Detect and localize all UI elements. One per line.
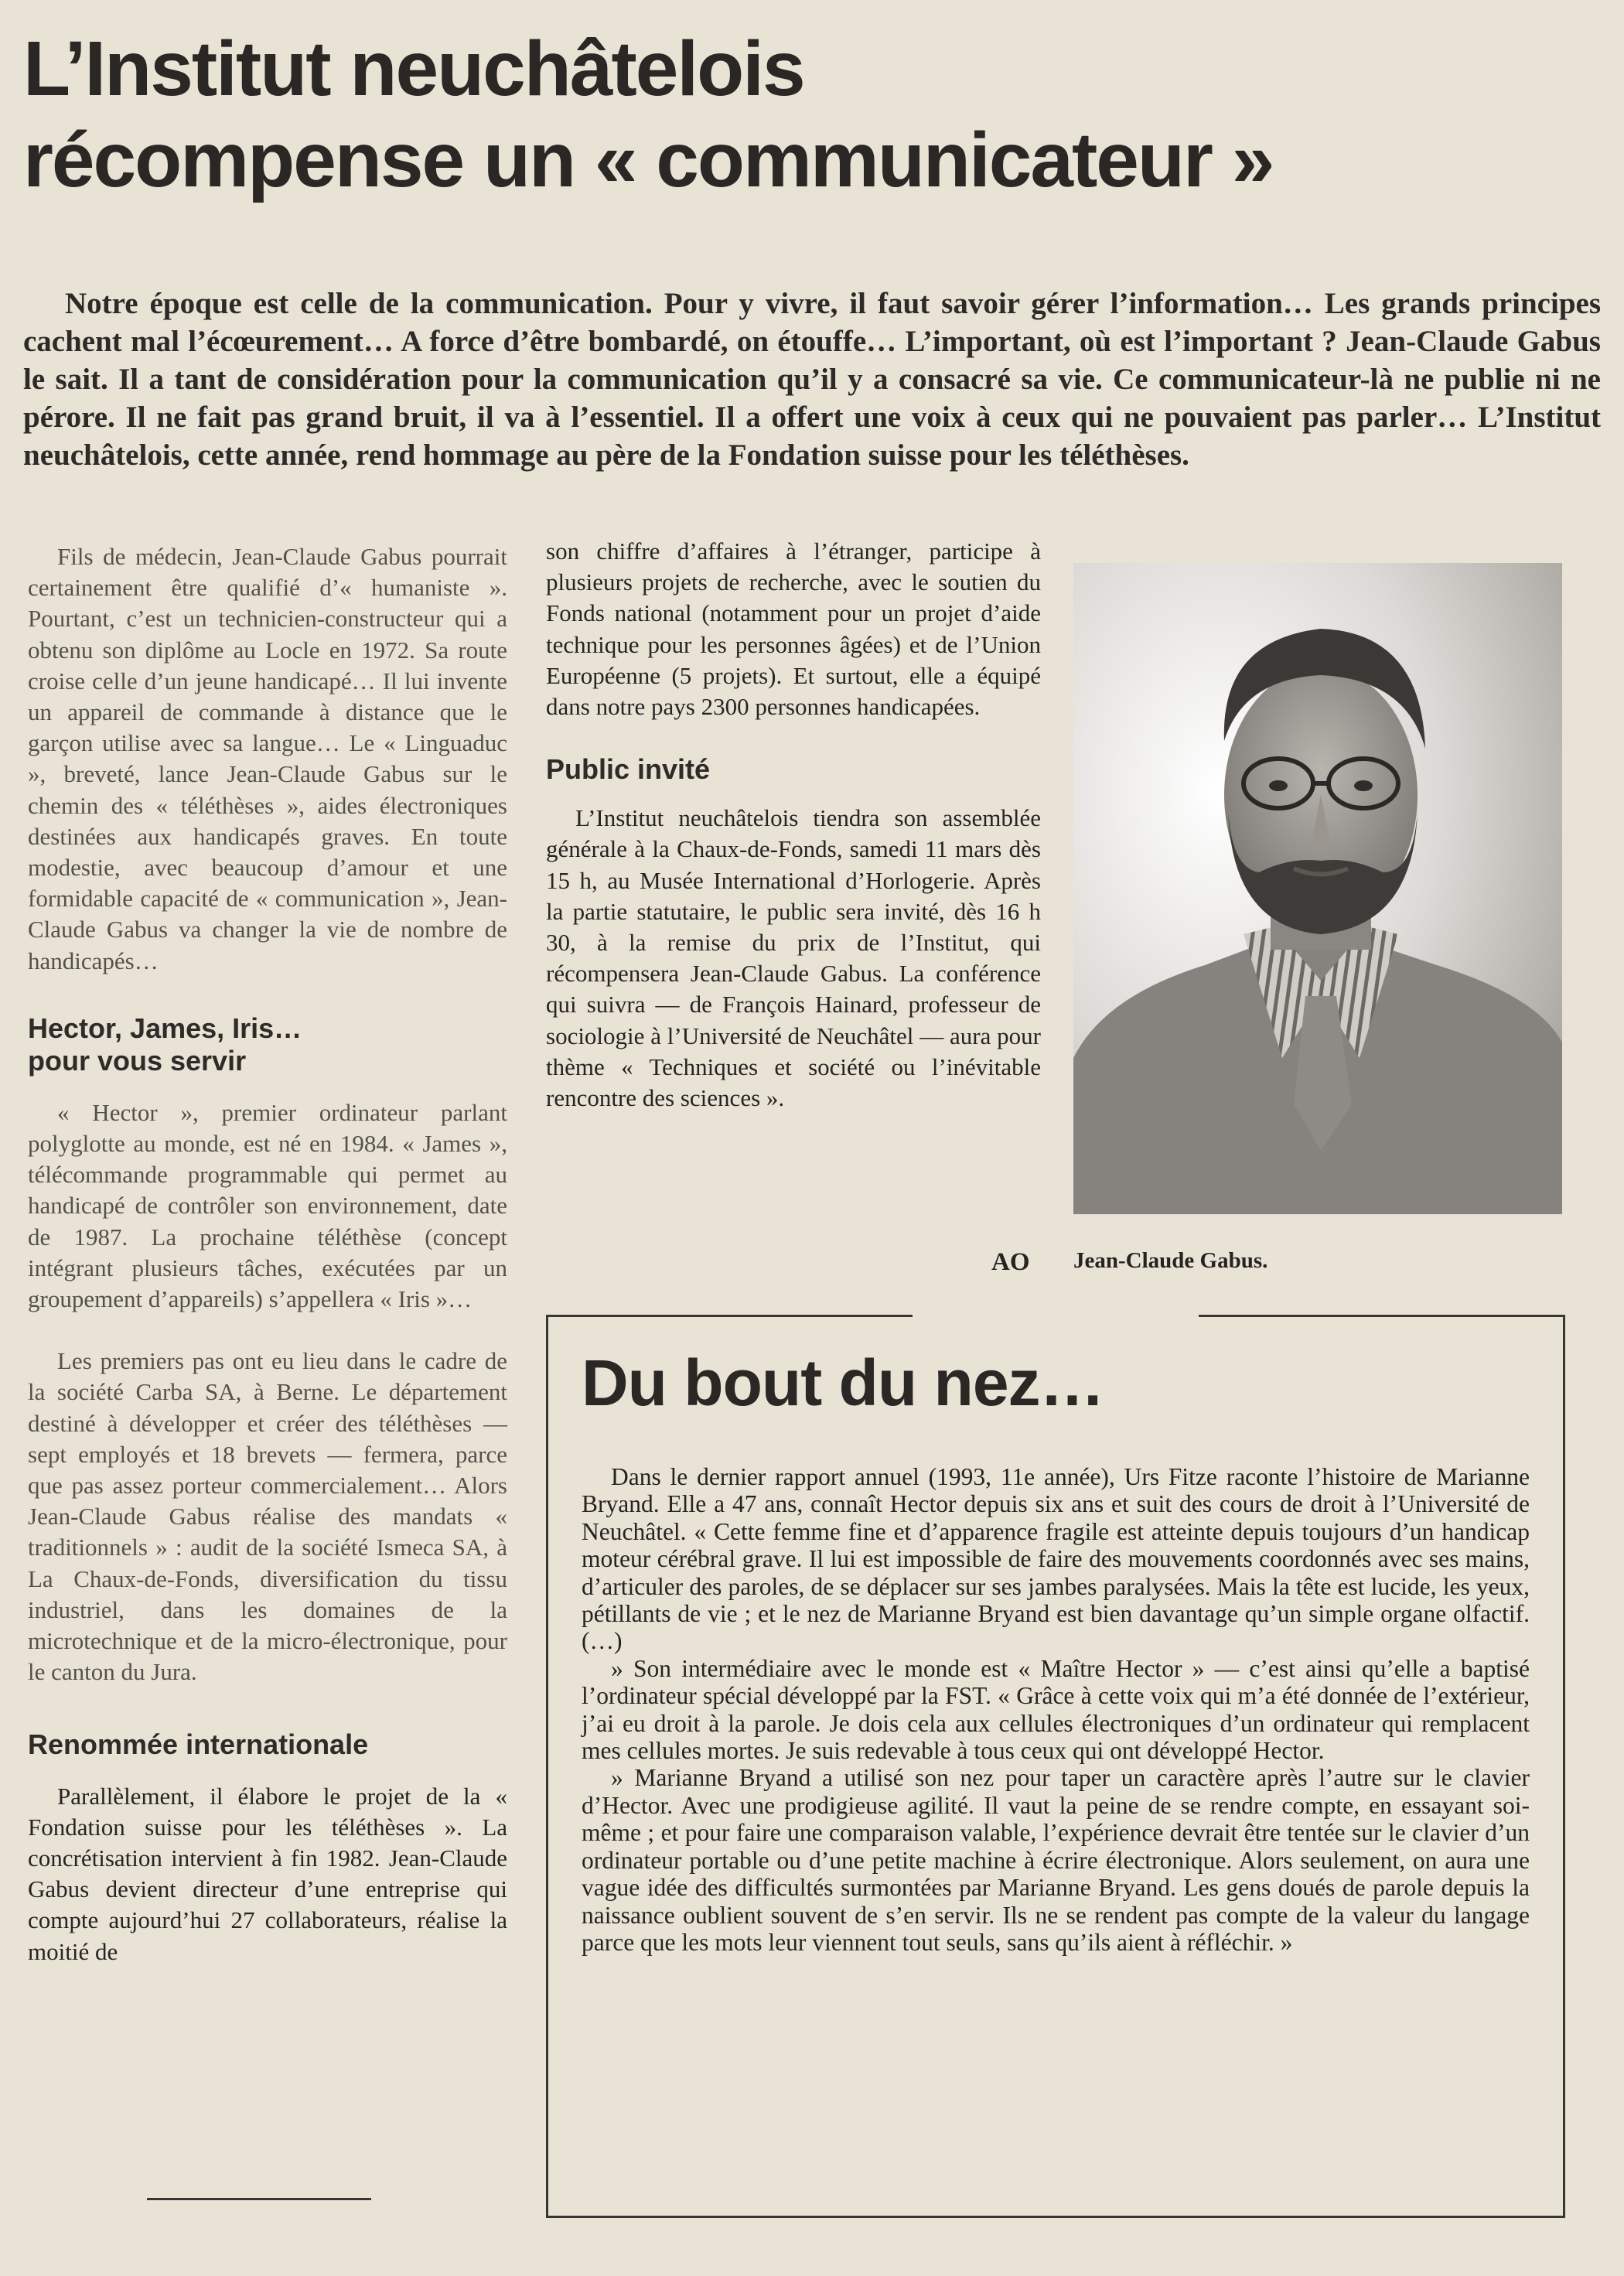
article-column-2 [546, 536, 1041, 1114]
subhead-hector-line-1: Hector, James, Iris… [28, 1012, 302, 1044]
box-para-2: » Son intermédiaire avec le monde est « Maître Hector » — c’est ainsi qu’elle a baptisé l’ordinateur spécial développé par la FST. « Grâce à cette voix qui m’a été donnée de l’extérieur, j’ai eu droit à la parole. Je dois cela aux cellules électroniques d’un ordinateur qui remplacent mes cellules mortes. Je suis redevable à tous ceux qui ont développé Hector. [582, 1654, 1530, 1765]
column1-para-3: Les premiers pas ont eu lieu dans le cadre de la société Carba SA, à Berne. Le département destiné à développer et créer des téléthèses — sept employés et 18 brevets — fermera, parce que pas assez porteur commercialement… Alors Jean-Claude Gabus réalise des mandats « traditionnels » : audit de la société Ismeca SA, à La Chaux-de-Fonds, diversification du tissu industriel, dans les domaines de la microtechnique et de la micro-électronique, pour le canton du Jura. [28, 1347, 507, 1686]
box-frame-gap [913, 1309, 1199, 1322]
subhead-renommee: Renommée internationale [28, 1728, 369, 1760]
column2-para-2: L’Institut neuchâtelois tiendra son assemblée générale à la Chaux-de-Fonds, samedi 11 mars dès 15 h, au Musée International d’Horlogerie. Après la partie statutaire, le public sera invité, dès 16 h 30, à la remise du prix de l’Institut, qui récompensera Jean-Claude Gabus. La conférence qui suivra — de François Hainard, professeur de sociologie à l’Université de Neuchâtel — aura pour thème « Techniques et société ou l’inévitable rencontre des sciences ». [546, 804, 1041, 1112]
portrait-photo [1073, 563, 1562, 1214]
article-column-1 [28, 541, 507, 1967]
box-title: Du bout du nez… [582, 1346, 1104, 1419]
box-para-1: Dans le dernier rapport annuel (1993, 11e année), Urs Fitze raconte l’histoire de Marianne Bryand. Elle a 47 ans, connaît Hector depuis six ans et suit des cours de droit à l’Université de Neuchâtel. « Cette femme fine et d’apparence fragile est atteinte depuis toujours d’un handicap moteur cérébral grave. Il lui est impossible de faire des mouvements coordonnés avec ses mains, d’articuler des paroles, de se déplacer sur ses jambes paralysées. Mais la tête est lucide, les yeux, pétillants de vie ; et le nez de Marianne Bryand est bien davantage qu’un simple organe olfactif. (…) [582, 1463, 1530, 1655]
column2-para-1: son chiffre d’affaires à l’étranger, participe à plusieurs projets de recherche, avec le soutien du Fonds national (notamment pour un projet d’aide technique pour les personnes âgées) et de l’Union Européenne (5 projets). Et surtout, elle a équipé dans notre pays 2300 personnes handicapées. [546, 537, 1041, 721]
column1-intro: Fils de médecin, Jean-Claude Gabus pourrait certainement être qualifié d’« humaniste ». Pourtant, c’est un technicien-constructeur qui a obtenu son diplôme au Locle en 1972. Sa route croise celle d’un jeune handicapé… Il lui invente un appareil de commande à distance que le garçon utilise avec sa langue… Le « Linguaduc », breveté, lance Jean-Claude Gabus sur le chemin des « téléthèses », aides électroniques destinées aux handicapés graves. En toute modestie, avec beaucoup d’amour et une formidable capacité de « communication », Jean-Claude Gabus va changer la vie de nombre de handicapés… [28, 543, 507, 974]
subhead-public-invite: Public invité [546, 753, 711, 786]
author-signature: AO [991, 1248, 1030, 1276]
lead-paragraph: Notre époque est celle de la communication. Pour y vivre, il faut savoir gérer l’information… Les grands principes cachent mal l’écœurement… A force d’être bombardé, on étouffe… L’important, où est l’important ? Jean-Claude Gabus le sait. Il a tant de considération pour la communication qu’il y a consacré sa vie. Ce communicateur-là ne publie ni ne pérore. Il ne fait pas grand bruit, il va à l’essentiel. Il a offert une voix à ceux qui ne pouvaient pas parler… L’Institut neuchâtelois, cette année, rend hommage au père de la Fondation suisse pour les téléthèses. [23, 287, 1601, 472]
column1-para-2: « Hector », premier ordinateur parlant polyglotte au monde, est né en 1984. « James », télécommande programmable qui permet au handicapé de contrôler son environnement, date de 1987. La prochaine téléthèse (concept intégrant plusieurs tâches, exécutées par un groupement d’appareils) s’appellera « Iris »… [28, 1098, 507, 1313]
subhead-hector [28, 1012, 507, 1077]
headline [23, 23, 1493, 206]
portrait-illustration [1073, 563, 1562, 1214]
headline-line-2: récompense un « communicateur » [23, 117, 1274, 203]
box-body [582, 1463, 1530, 1956]
headline-line-1: L’Institut neuchâtelois [23, 26, 804, 112]
photo-caption: Jean-Claude Gabus. [1073, 1248, 1268, 1273]
footer-rule [147, 2198, 371, 2200]
column1-para-4: Parallèlement, il élabore le projet de la « Fondation suisse pour les téléthèses ». La concrétisation intervient à fin 1982. Jean-Claude Gabus devient directeur d’une entreprise qui compte aujourd’hui 27 collaborateurs, réalise la moitié de [28, 1782, 507, 1965]
subhead-hector-line-2: pour vous servir [28, 1044, 247, 1077]
box-para-3: » Marianne Bryand a utilisé son nez pour taper un caractère après l’autre sur le clavier d’Hector. Avec une prodigieuse agilité. Il vaut la peine de se rendre compte, en essayant soi-même ; et pour faire une comparaison valable, l’expérience devrait être tentée sur le clavier d’un ordinateur portable ou d’une petite machine à écrire électronique. Alors seulement, on aura une vague idée des difficultés surmontées par Marianne Bryand. Les gens doués de parole depuis la naissance oublient souvent de s’en servir. Ils ne se rendent pas compte de la valeur du langage parce que les mots leur viennent tout seuls, sans qu’ils aient à réfléchir. » [582, 1764, 1530, 1956]
